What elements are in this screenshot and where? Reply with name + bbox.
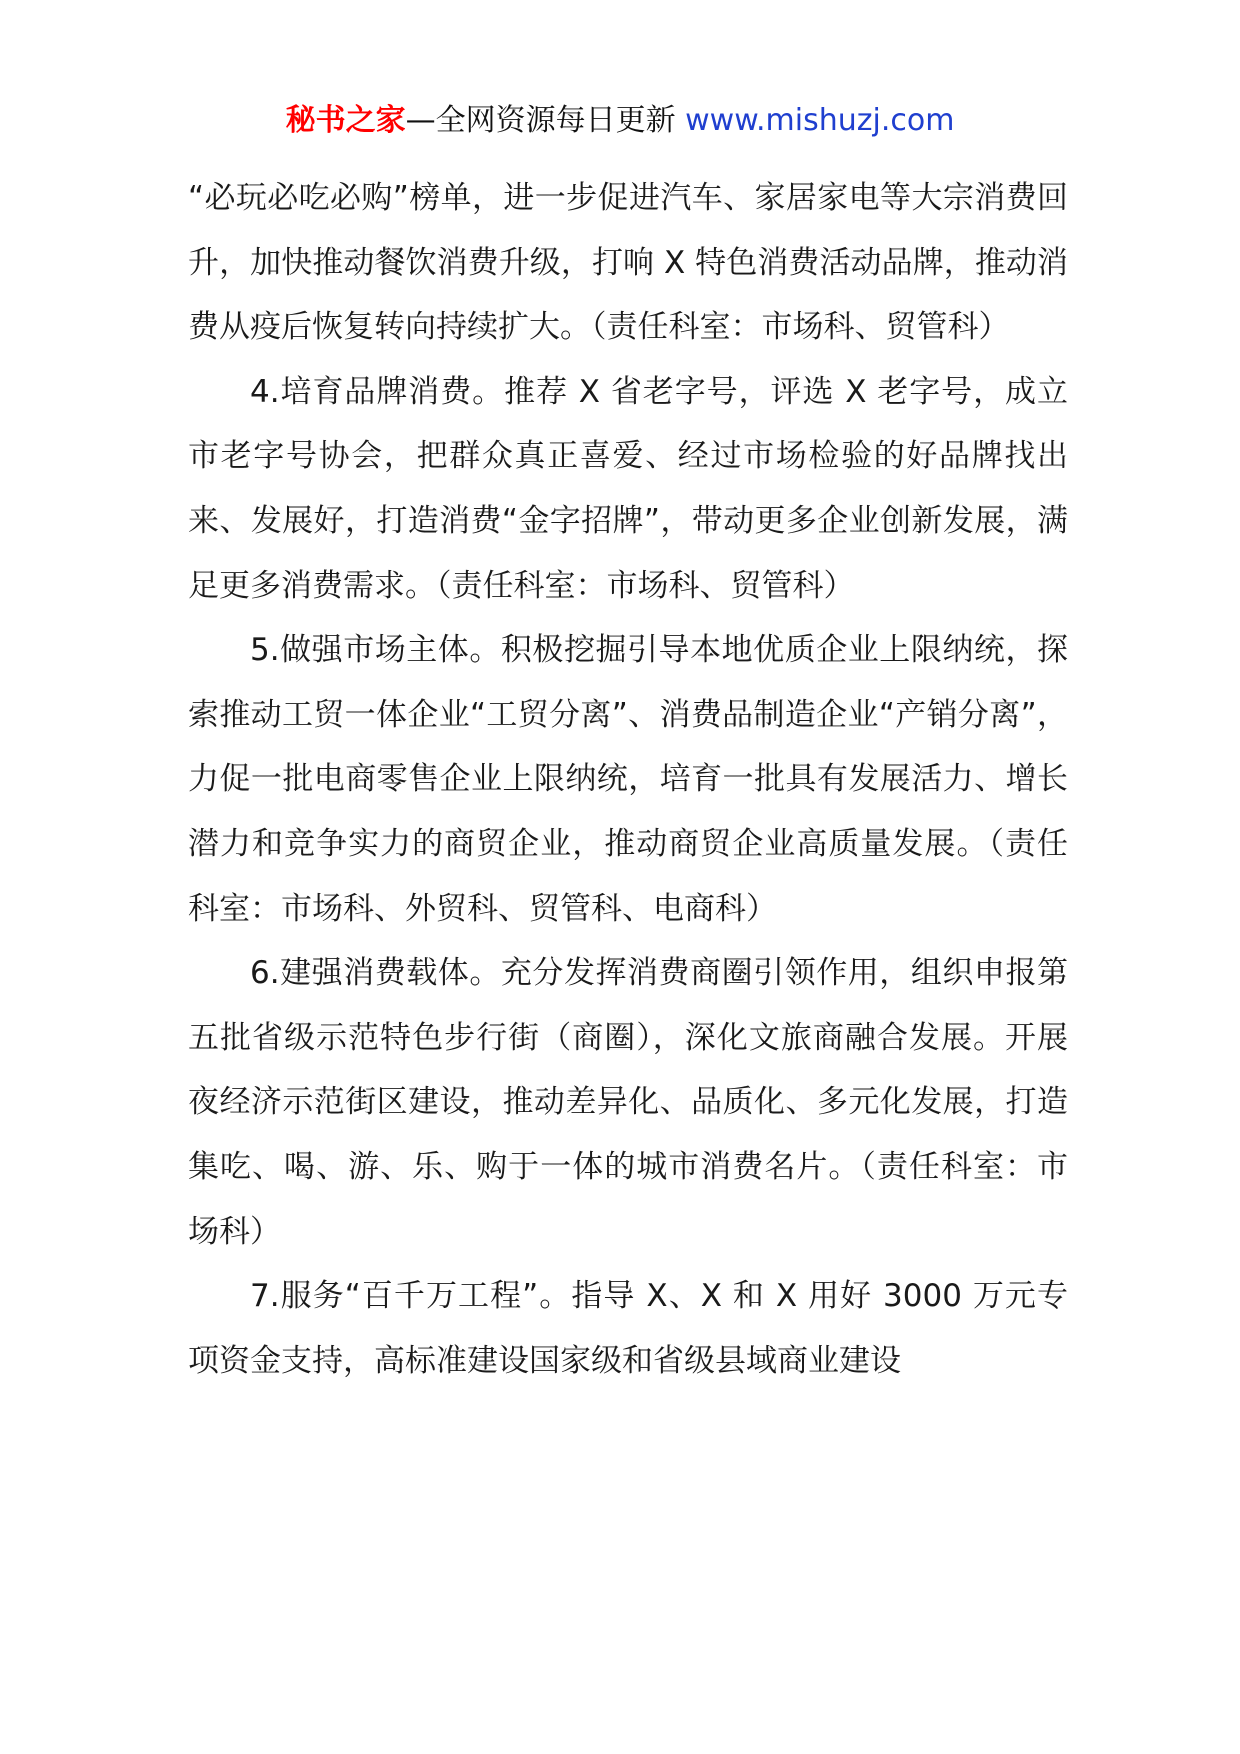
paragraph-item-7: 7.服务“百千万工程”。指导 X、X 和 X 用好 3000 万元专项资金支持，高标准建设国家级和省级县域商业建设	[188, 1278, 1068, 1379]
paragraph-continued: “必玩必吃必购”榜单，进一步促进汽车、家居家电等大宗消费回升，加快推动餐饮消费升级，打响 X 特色消费活动品牌，推动消费从疫后恢复转向持续扩大。（责任科室：市场科、贸管科）	[188, 180, 1068, 346]
paragraph-item-4: 4.培育品牌消费。推荐 X 省老字号，评选 X 老字号，成立市老字号协会，把群众真正喜爱、经过市场检验的好品牌找出来、发展好，打造消费“金字招牌”，带动更多企业创新发展，满足更多消费需求。（责任科室：市场科、贸管科）	[188, 373, 1068, 604]
site-url-link[interactable]: www.mishuzj.com	[685, 103, 955, 138]
paragraph-item-6: 6.建强消费载体。充分发挥消费商圈引领作用，组织申报第五批省级示范特色步行街（商圈），深化文旅商融合发展。开展夜经济示范街区建设，推动差异化、品质化、多元化发展，打造集吃、喝、游、乐、购于一体的城市消费名片。（责任科室：市场科）	[188, 955, 1068, 1250]
site-header	[0, 101, 1240, 141]
document-body	[188, 166, 1068, 1393]
site-slogan: —全网资源每日更新	[405, 103, 686, 138]
brand-name: 秘书之家	[285, 103, 406, 138]
paragraph-item-5: 5.做强市场主体。积极挖掘引导本地优质企业上限纳统，探索推动工贸一体企业“工贸分离”、消费品制造企业“产销分离”，力促一批电商零售企业上限纳统，培育一批具有发展活力、增长潜力和竞争实力的商贸企业，推动商贸企业高质量发展。（责任科室：市场科、外贸科、贸管科、电商科）	[188, 632, 1068, 927]
